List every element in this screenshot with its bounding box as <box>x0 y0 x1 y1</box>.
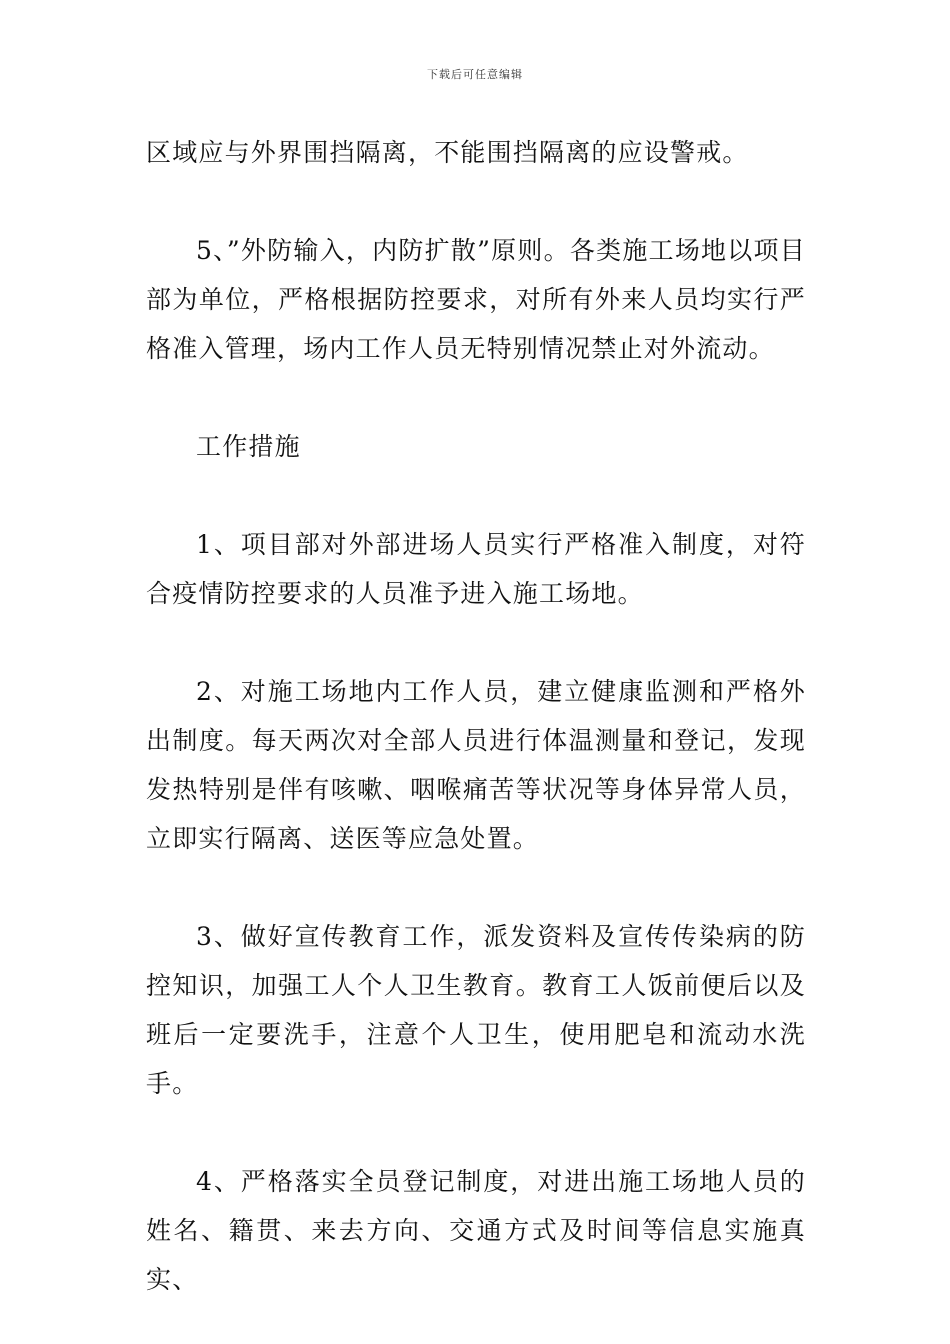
paragraph-continuation: 区域应与外界围挡隔离，不能围挡隔离的应设警戒。 <box>146 138 749 167</box>
paragraph-measure-3: 3、做好宣传教育工作，派发资料及宣传传染病的防控知识，加强工人个人卫生教育。教育工人饭前便后以及班后一定要洗手，注意个人卫生，使用肥皂和流动水洗手。 <box>146 922 806 1098</box>
document-body <box>146 128 806 1304</box>
paragraph-measure-2: 2、对施工场地内工作人员，建立健康监测和严格外出制度。每天两次对全部人员进行体温测量和登记，发现发热特别是伴有咳嗽、咽喉痛苦等状况等身体异常人员，立即实行隔离、送医等应急处置。 <box>146 677 806 853</box>
paragraph-measure-1: 1、项目部对外部进场人员实行严格准入制度，对符合疫情防控要求的人员准予进入施工场地。 <box>146 530 806 608</box>
section-heading-work-measures: 工作措施 <box>196 432 301 461</box>
paragraph-principle-5: 5、”外防输入，内防扩散”原则。各类施工场地以项目部为单位，严格根据防控要求，对所有外来人员均实行严格准入管理，场内工作人员无特别情况禁止对外流动。 <box>146 236 806 363</box>
page-header-note: 下载后可任意编辑 <box>427 68 523 81</box>
paragraph-measure-4: 4、严格落实全员登记制度，对进出施工场地人员的姓名、籍贯、来去方向、交通方式及时间等信息实施真实、 <box>146 1167 806 1294</box>
